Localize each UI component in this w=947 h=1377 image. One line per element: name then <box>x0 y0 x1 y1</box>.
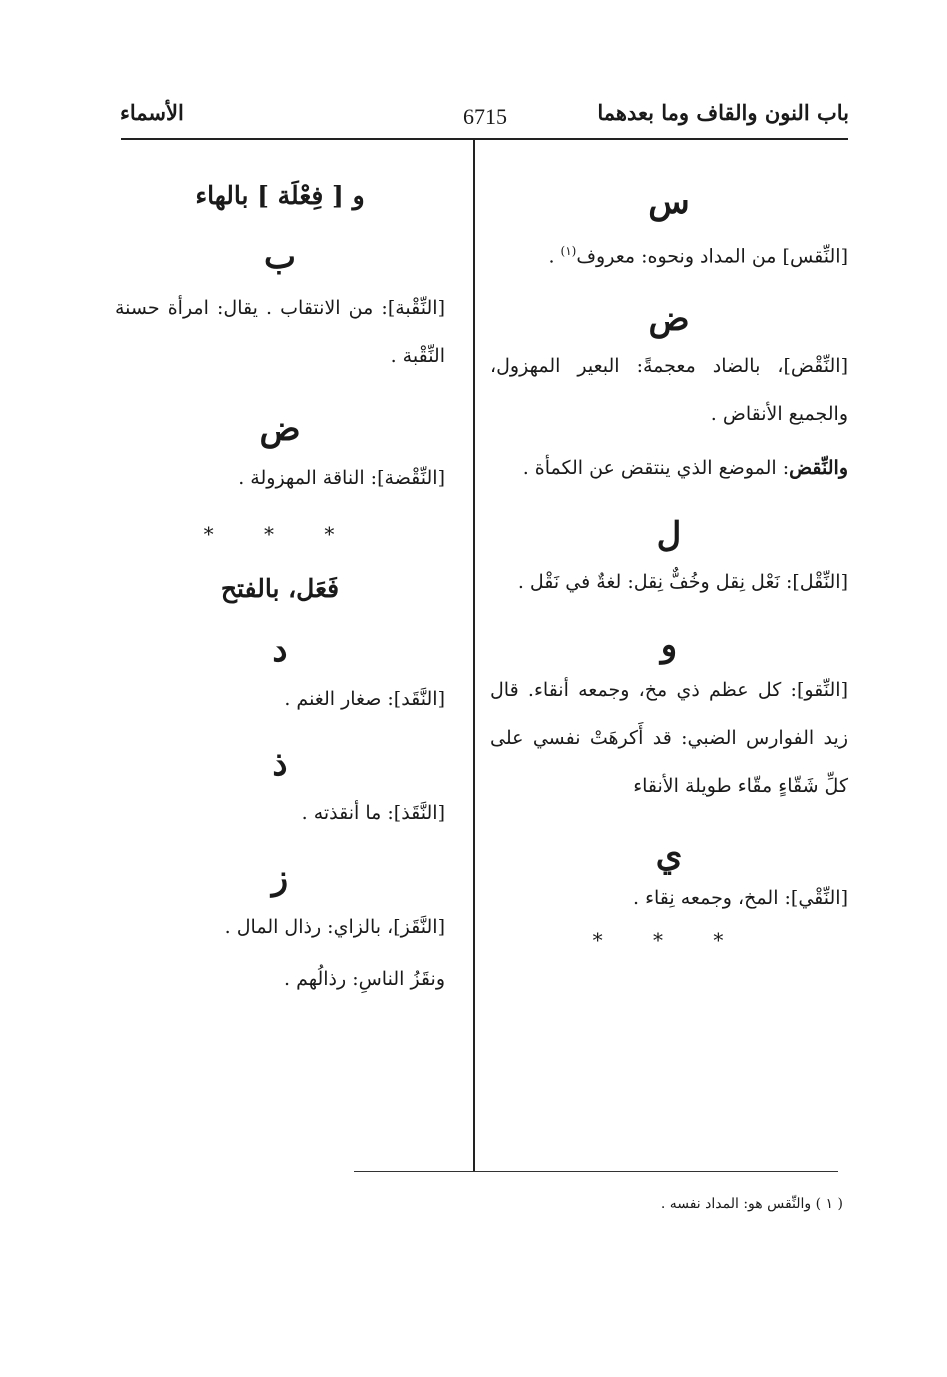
left-column <box>115 175 445 1003</box>
dictionary-entry <box>115 789 445 837</box>
letter-heading: ض <box>259 409 301 449</box>
entry-text: : المخ، وجمعه نِقاء . <box>632 887 791 910</box>
dictionary-entry <box>490 227 848 280</box>
entry-term: [النِّقْل] <box>792 571 848 594</box>
dictionary-entry <box>115 955 445 1003</box>
column-divider <box>473 140 475 1172</box>
dictionary-entry <box>490 874 848 922</box>
page-number: 6715 <box>463 104 507 129</box>
letter-heading: ذ <box>272 744 288 784</box>
header-section-title: الأسماء <box>120 100 184 125</box>
letter-heading: ي <box>655 835 683 876</box>
dictionary-entry <box>115 454 445 502</box>
entry-term: [النَّقَد] <box>393 688 445 710</box>
entry-term: [النِّقو] <box>796 679 848 702</box>
entry-text: ، بالضاد معجمةً: البعير المهزول، والجميع الأنقاض . <box>490 355 848 426</box>
letter-heading: ض <box>648 299 690 340</box>
entry-term: والنِّقض <box>789 457 848 480</box>
entry-text: : صغار الغنم . <box>284 688 394 710</box>
pattern-heading: و [ فِعْلَة ] بالهاء <box>195 181 365 210</box>
pattern-heading: فَعَل، بالفتح <box>220 574 340 603</box>
dictionary-entry <box>490 558 848 606</box>
entry-term: [النِّقْضة] <box>377 467 445 489</box>
section-separator-stars: * * * <box>592 928 746 953</box>
entry-text: : ما أنقذته . <box>301 802 394 824</box>
entry-text: الناسِ: رذالُهم . <box>283 968 411 990</box>
entry-term: [النِّقْض] <box>783 355 848 378</box>
entry-term: [النَّقَذ] <box>393 802 445 824</box>
letter-heading: ز <box>271 858 289 898</box>
dictionary-entry <box>490 342 848 438</box>
letter-heading: س <box>648 182 690 222</box>
section-separator-stars: * * * <box>203 522 357 546</box>
footnote-mark[interactable]: (١) <box>560 244 577 258</box>
header-rule <box>121 138 848 140</box>
letter-heading: د <box>272 630 288 670</box>
letter-heading: ل <box>656 515 682 556</box>
footnote-rule <box>354 1171 838 1172</box>
entry-text: ، بالزاي: رذال المال . <box>224 916 394 938</box>
entry-term: [النَّقَز] <box>393 916 445 938</box>
dictionary-entry <box>490 444 848 492</box>
header-chapter-title: باب النون والقاف وما بعدهما <box>597 100 849 125</box>
entry-tail: . <box>548 245 561 268</box>
dictionary-entry <box>115 284 445 380</box>
right-column <box>490 175 848 952</box>
entry-term: [النِّقس] <box>782 245 848 268</box>
footnote: ( ١ ) والنِّقس هو: المداد نفسه . <box>660 1196 843 1212</box>
entry-text: : الموضع الذي ينتقض عن الكمأة . <box>522 457 790 480</box>
letter-heading: و <box>660 625 678 666</box>
entry-term: ونقَزُ <box>410 968 445 990</box>
entry-text: : الناقة المهزولة . <box>238 467 378 489</box>
letter-heading: ب <box>263 237 296 277</box>
entry-text: من المداد ونحوه: معروف <box>576 245 783 268</box>
entry-term: [النِّقْبة] <box>387 297 445 319</box>
entry-text: : نَعْل نِقل وخُفٌّ نِقل: لغةٌ في نَقْل . <box>517 571 793 594</box>
dictionary-entry <box>115 903 445 951</box>
dictionary-entry <box>115 675 445 723</box>
entry-term: [النِّقْي] <box>790 887 848 910</box>
entry-text: : من الانتقاب . يقال: امرأة حسنة النِّقْبة . <box>115 297 445 367</box>
dictionary-entry <box>490 666 848 810</box>
entry-text: : كل عظم ذي مخ، وجمعه أنقاء. قال زيد الفوارس الضبي: قد أَكرهَتْ نفسي على كلِّ شَقّاءٍ مقّاء طويلة الأنقاء <box>490 679 848 798</box>
